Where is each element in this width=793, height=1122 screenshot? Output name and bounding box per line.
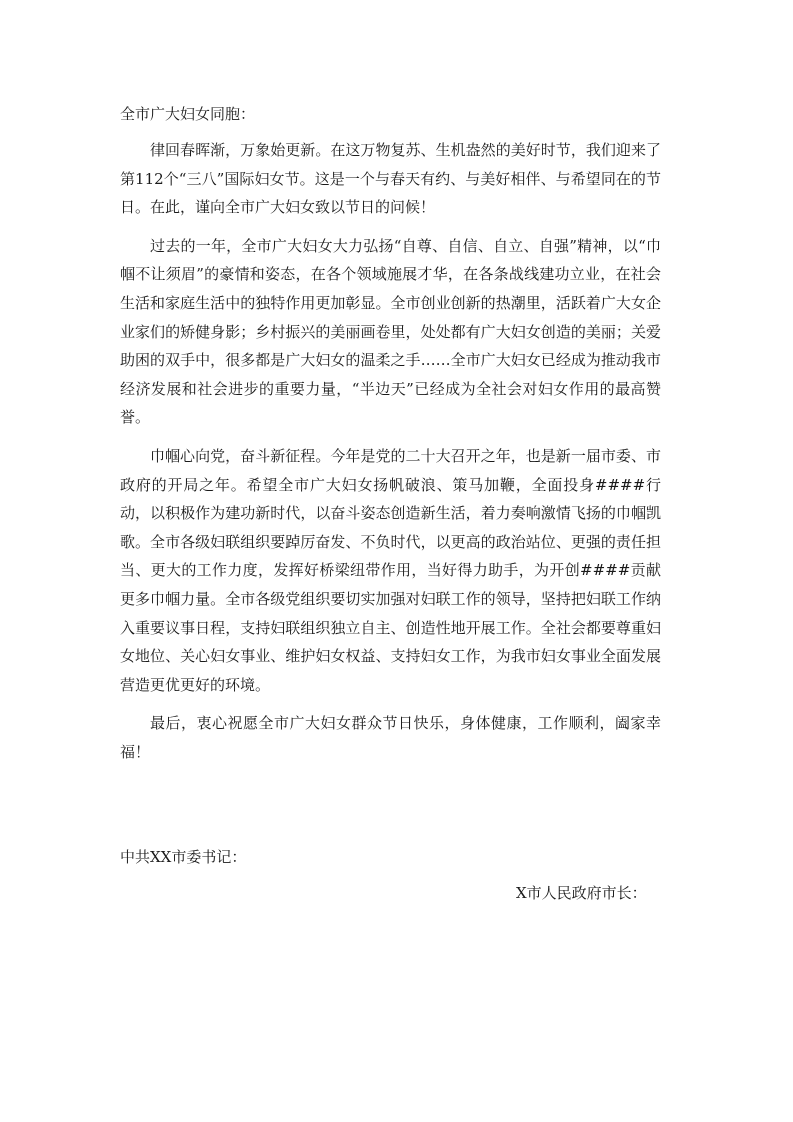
salutation: 全市广大妇女同胞： <box>120 105 256 123</box>
paragraph-closing-wishes: 最后，衷心祝愿全市广大妇女群众节日快乐，身体健康，工作顺利，阖家幸福！ <box>120 714 661 761</box>
signatory-party-secretary: 中共XX市委书记： <box>120 848 247 866</box>
paragraph-review: 过去的一年，全市广大妇女大力弘扬“自尊、自信、自立、自强”精神，以“巾帼不让须眉”的豪情和姿态，在各个领域施展才华，在各条战线建功立业，在社会生活和家庭生活中的独特作用更加彰显。全市创业创新的热潮里，活跃着广大女企业家们的矫健身影；乡村振兴的美丽画卷里，处处都有广大妇女创造的美丽；关爱助困的双手中，很多都是广大妇女的温柔之手……全市广大妇女已经成为推动我市经济发展和社会进步的重要力量，“半边天”已经成为全社会对妇女作用的最高赞誉。 <box>120 236 661 427</box>
signatory-mayor: X市人民政府市长： <box>516 884 647 902</box>
letter-body <box>120 100 661 766</box>
paragraph-outlook: 巾帼心向党，奋斗新征程。今年是党的二十大召开之年，也是新一届市委、市政府的开局之年。希望全市广大妇女扬帆破浪、策马加鞭，全面投身####行动，以积极作为建功新时代，以奋斗姿态创造新生活，着力奏响激情飞扬的巾帼凯歌。全市各级妇联组织要踔厉奋发、不负时代，以更高的政治站位、更强的责任担当、更大的工作力度，发挥好桥梁纽带作用，当好得力助手，为开创####贡献更多巾帼力量。全市各级党组织要切实加强对妇联工作的领导，坚持把妇联工作纳入重要议事日程，支持妇联组织独立自主、创造性地开展工作。全社会都要尊重妇女地位、关心妇女事业、维护妇女权益、支持妇女工作，为我市妇女事业全面发展营造更优更好的环境。 <box>120 446 661 694</box>
paragraph-greeting: 律回春晖渐，万象始更新。在这万物复苏、生机盎然的美好时节，我们迎来了第112个“三八”国际妇女节。这是一个与春天有约、与美好相伴、与希望同在的节日。在此，谨向全市广大妇女致以节日的问候！ <box>120 141 661 217</box>
